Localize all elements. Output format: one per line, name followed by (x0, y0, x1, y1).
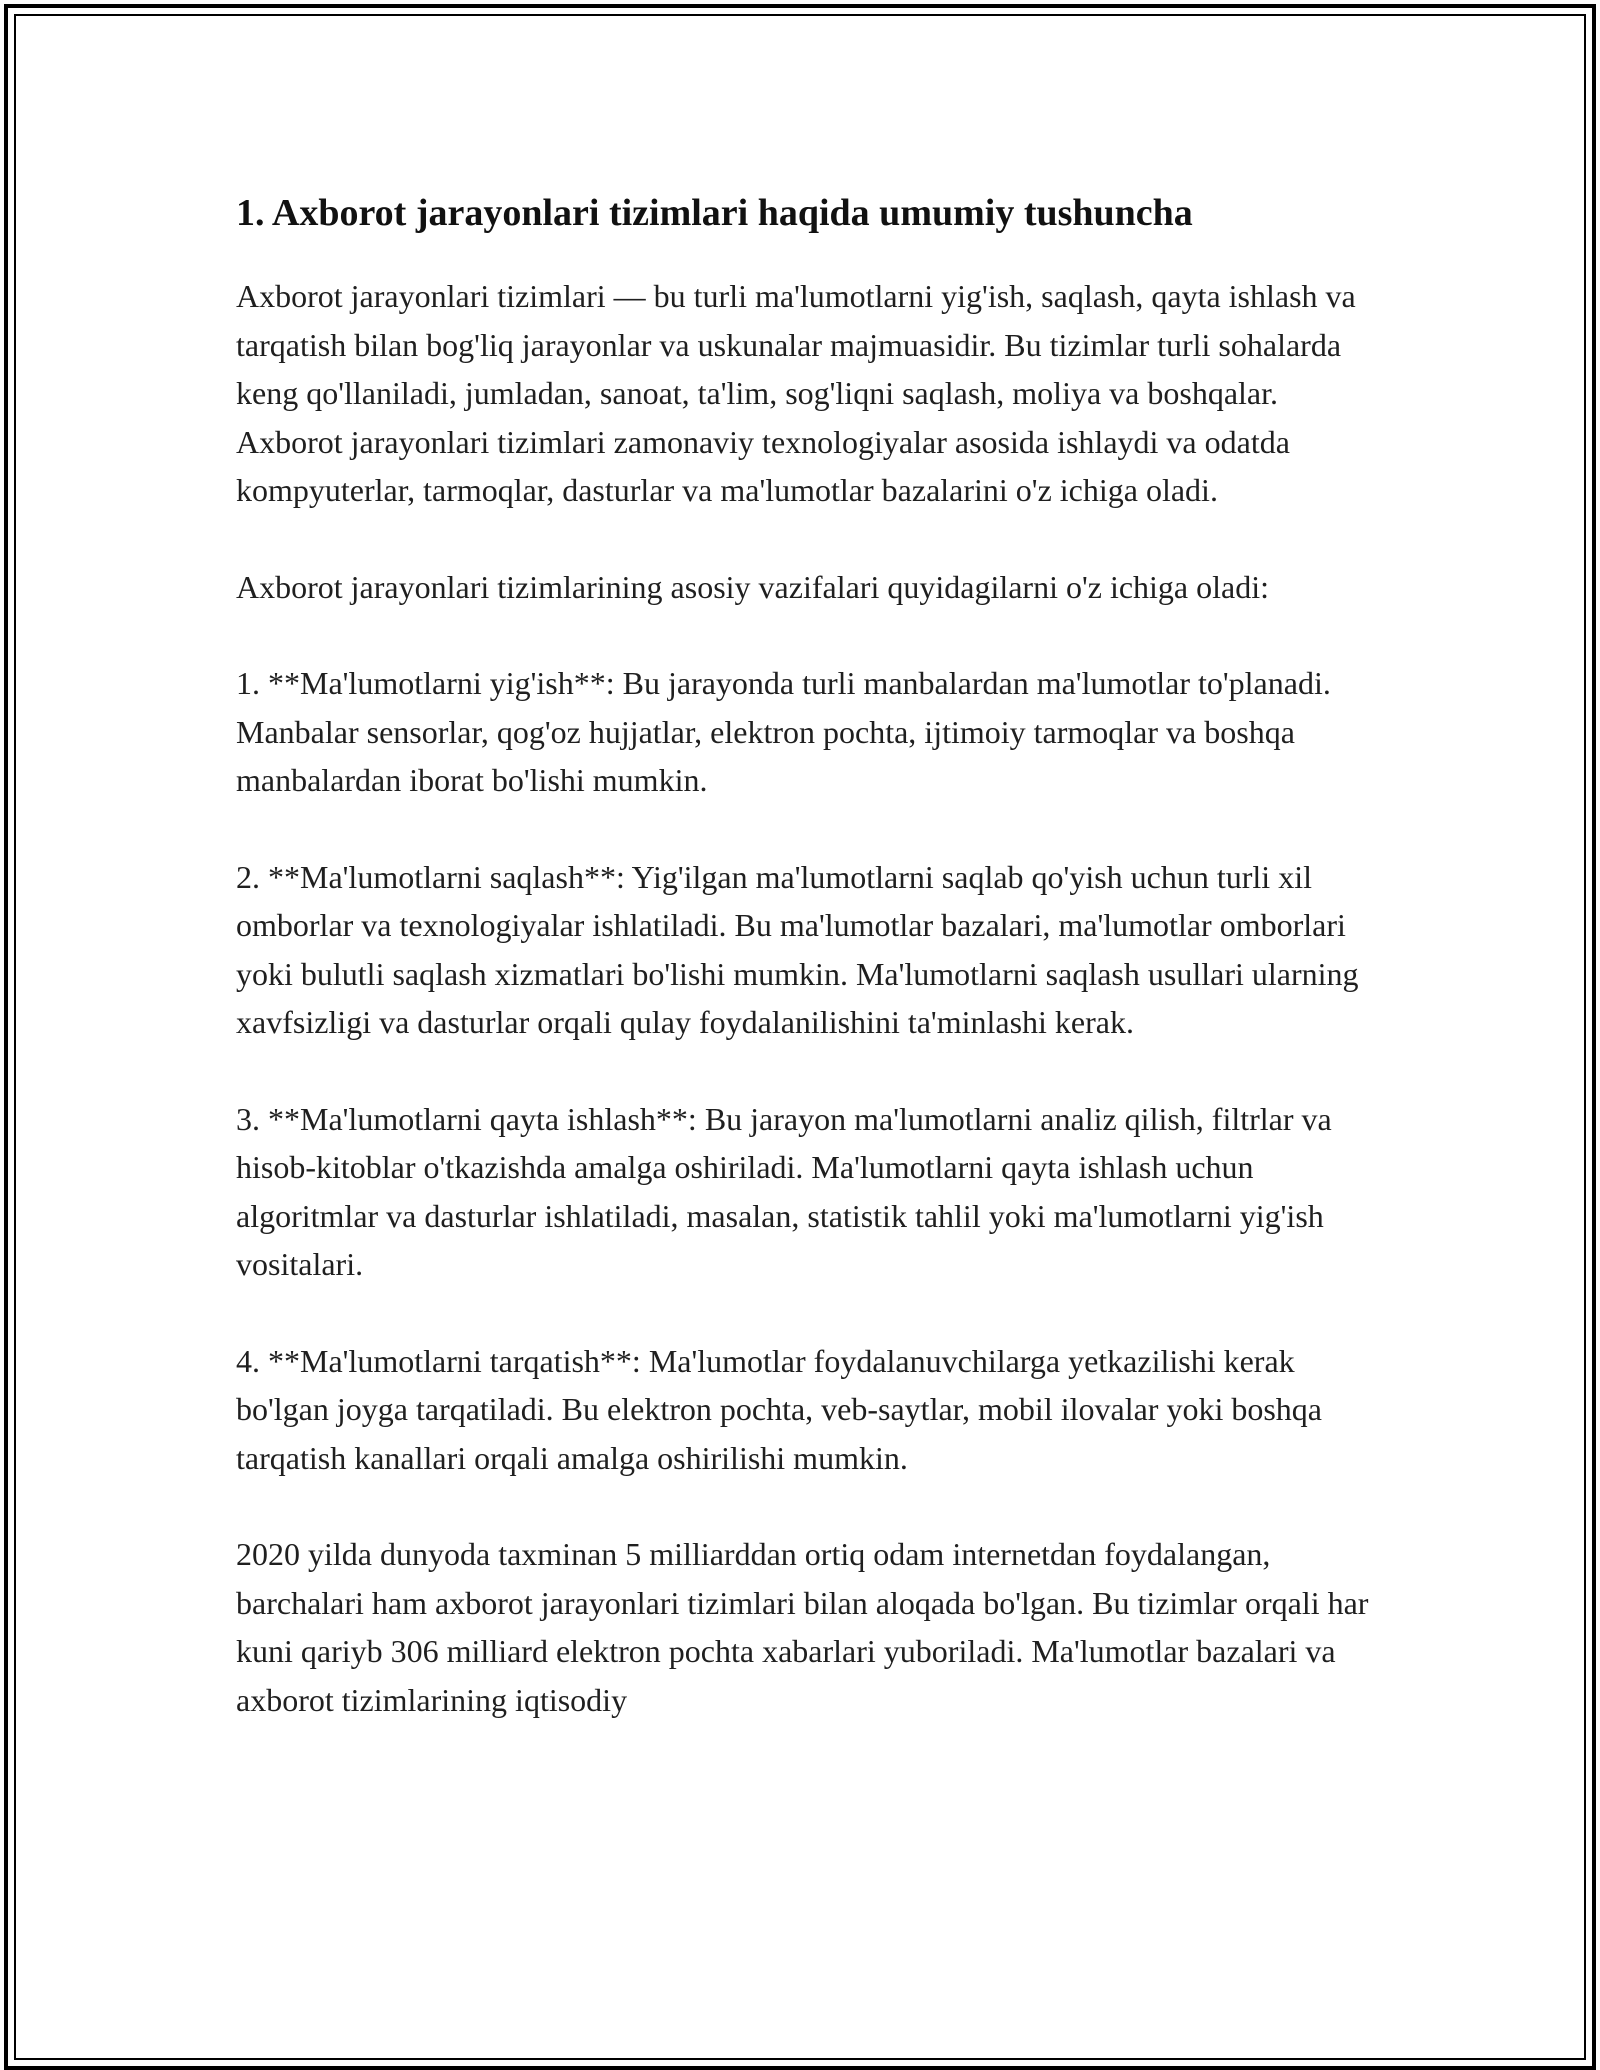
statistics-paragraph: 2020 yilda dunyoda taxminan 5 milliarddan ortiq odam internetdan foydalangan, barchalari ham axborot jarayonlari tizimlari bilan aloqada bo'lgan. Bu tizimlar orqali har kuni qariyb 306 milliard elektron pochta xabarlari yuboriladi. Ma'lumotlar bazalari va axborot tizimlarining iqtisodiy (236, 1536, 1369, 1718)
intro-paragraph: Axborot jarayonlari tizimlari — bu turli ma'lumotlarni yig'ish, saqlash, qayta ishlash va tarqatish bilan bog'liq jarayonlar va uskunalar majmuasidir. Bu tizimlar turli sohalarda keng qo'llaniladi, jumladan, sanoat, ta'lim, sog'liqni saqlash, moliya va boshqalar. Axborot jarayonlari tizimlari zamonaviy texnologiyalar asosida ishlaydi va odatda kompyuterlar, tarmoqlar, dasturlar va ma'lumotlar bazalarini o'z ichiga oladi. (236, 278, 1356, 508)
list-item-collect: 1. **Ma'lumotlarni yig'ish**: Bu jarayonda turli manbalardan ma'lumotlar to'planadi. Manbalar sensorlar, qog'oz hujjatlar, elektron pochta, ijtimoiy tarmoqlar va boshqa manbalardan iborat bo'lishi mumkin. (236, 665, 1331, 798)
list-item-store: 2. **Ma'lumotlarni saqlash**: Yig'ilgan ma'lumotlarni saqlab qo'yish uchun turli xil omborlar va texnologiyalar ishlatiladi. Bu ma'lumotlar bazalari, ma'lumotlar omborlari yoki bulutli saqlash xizmatlari bo'lishi mumkin. Ma'lumotlarni saqlash usullari ularning xavfsizligi va dasturlar orqali qulay foydalanilishini ta'minlashi kerak. (236, 858, 1359, 1040)
document-body (236, 184, 1376, 1724)
tasks-intro-paragraph: Axborot jarayonlari tizimlarining asosiy vazifalari quyidagilarni o'z ichiga oladi: (236, 568, 1269, 605)
section-heading: 1. Axborot jarayonlari tizimlari haqida umumiy tushuncha (236, 192, 1193, 234)
list-item-process: 3. **Ma'lumotlarni qayta ishlash**: Bu jarayon ma'lumotlarni analiz qilish, filtrlar va hisob-kitoblar o'tkazishda amalga oshiriladi. Ma'lumotlarni qayta ishlash uchun algoritmlar va dasturlar ishlatiladi, masalan, statistik tahlil yoki ma'lumotlarni yig'ish vositalari. (236, 1100, 1332, 1282)
list-item-distribute: 4. **Ma'lumotlarni tarqatish**: Ma'lumotlar foydalanuvchilarga yetkazilishi kerak bo'lgan joyga tarqatiladi. Bu elektron pochta, veb-saytlar, mobil ilovalar yoki boshqa tarqatish kanallari orqali amalga oshirilishi mumkin. (236, 1342, 1322, 1476)
